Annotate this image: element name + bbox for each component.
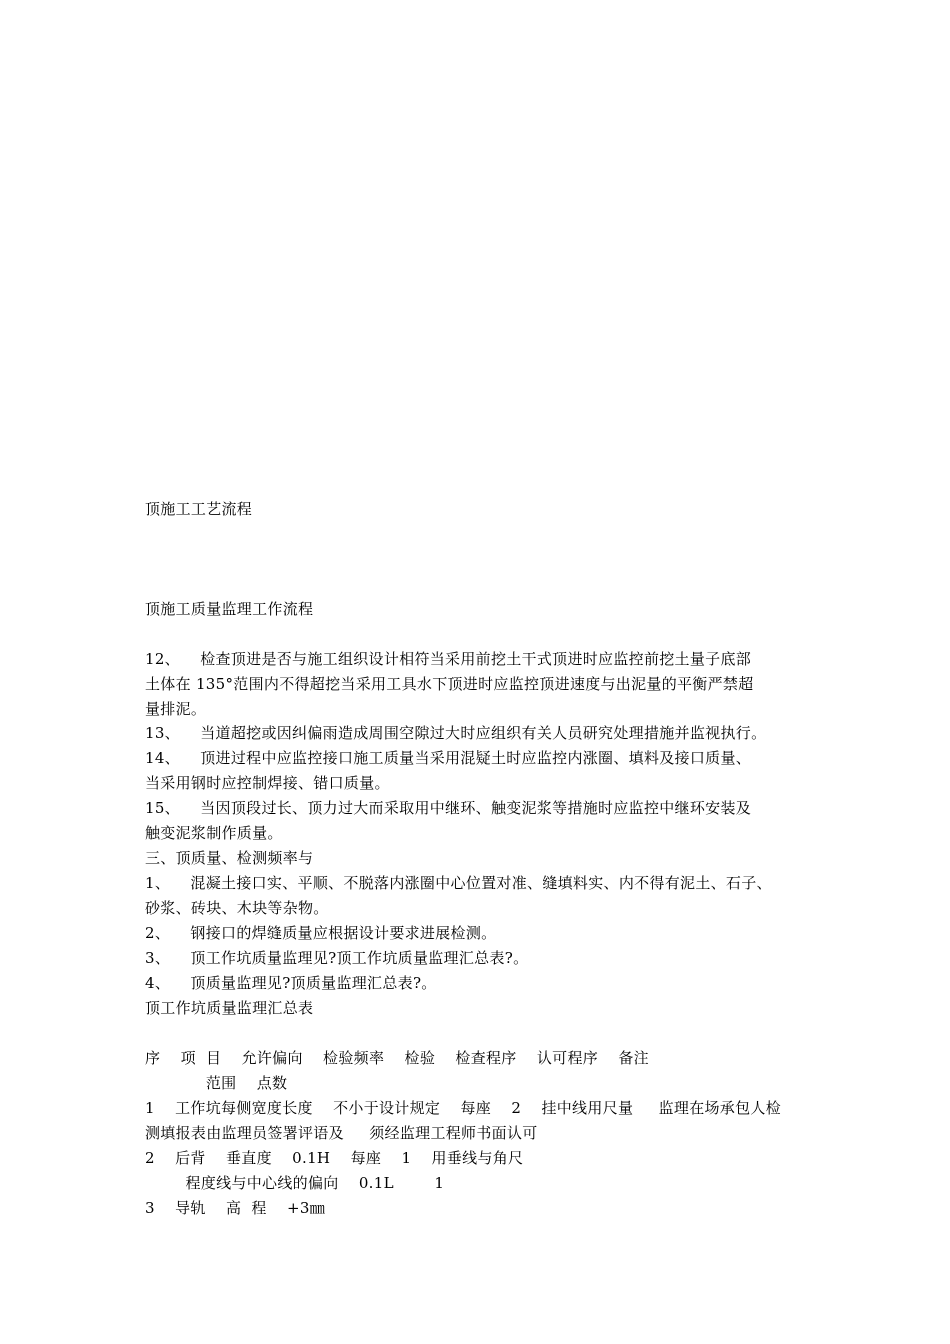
body-line: 14、 顶进过程中应监控接口施工质量当采用混疑土时应监控内涨圈、填料及接口质量、 [145, 749, 752, 767]
body-line: 3、 顶工作坑质量监理见?顶工作坑质量监理汇总表?。 [145, 949, 529, 967]
heading-construction-process: 顶施工工艺流程 [145, 500, 253, 518]
body-line: 15、 当因顶段过长、顶力过大而采取用中继环、触变泥浆等措施时应监控中继环安装及 [145, 799, 752, 817]
table-row: 1 工作坑每侧宽度长度 不小于设计规定 每座 2 挂中线用尺量 监理在场承包人检 [145, 1099, 781, 1117]
body-line: 4、 顶质量监理见?顶质量监理汇总表?。 [145, 974, 437, 992]
table-header-row-cont: 范围 点数 [145, 1074, 288, 1092]
body-line: 土体在 135°范围内不得超挖当采用工具水下顶进时应监控顶进速度与出泥量的平衡严禁超 [145, 675, 754, 693]
heading-supervision-workflow: 顶施工质量监理工作流程 [145, 600, 314, 618]
body-line: 量排泥。 [145, 700, 207, 718]
body-line: 2、 钢接口的焊缝质量应根据设计要求进展检测。 [145, 924, 497, 942]
body-line: 1、 混凝土接口实、平顺、不脱落内涨圈中心位置对准、缝填料实、内不得有泥土、石子、 [145, 874, 772, 892]
body-line: 13、 当道超挖或因纠偏雨造成周围空隙过大时应组织有关人员研究处理措施并监视执行。 [145, 724, 767, 742]
table-row-cont: 程度线与中心线的偏向 0.1L 1 [145, 1174, 445, 1192]
table-header-row: 序 项 目 允许偏向 检验频率 检验 检查程序 认可程序 备注 [145, 1049, 649, 1067]
table-title: 顶工作坑质量监理汇总表 [145, 999, 314, 1017]
body-line: 触变泥浆制作质量。 [145, 824, 283, 842]
body-line: 砂浆、砖块、木块等杂物。 [145, 899, 329, 917]
body-line: 12、 检查顶进是否与施工组织设计相符当采用前挖土干式顶进时应监控前挖土量子底部 [145, 650, 752, 668]
section-heading: 三、顶质量、检测频率与 [145, 849, 314, 867]
table-row-cont: 测填报表由监理员签署评语及 须经监理工程师书面认可 [145, 1124, 538, 1142]
body-line: 当采用钢时应控制焊接、错口质量。 [145, 774, 390, 792]
table-row: 3 导轨 高 程 +3㎜ [145, 1199, 326, 1217]
table-row: 2 后背 垂直度 0.1H 每座 1 用垂线与角尺 [145, 1149, 524, 1167]
